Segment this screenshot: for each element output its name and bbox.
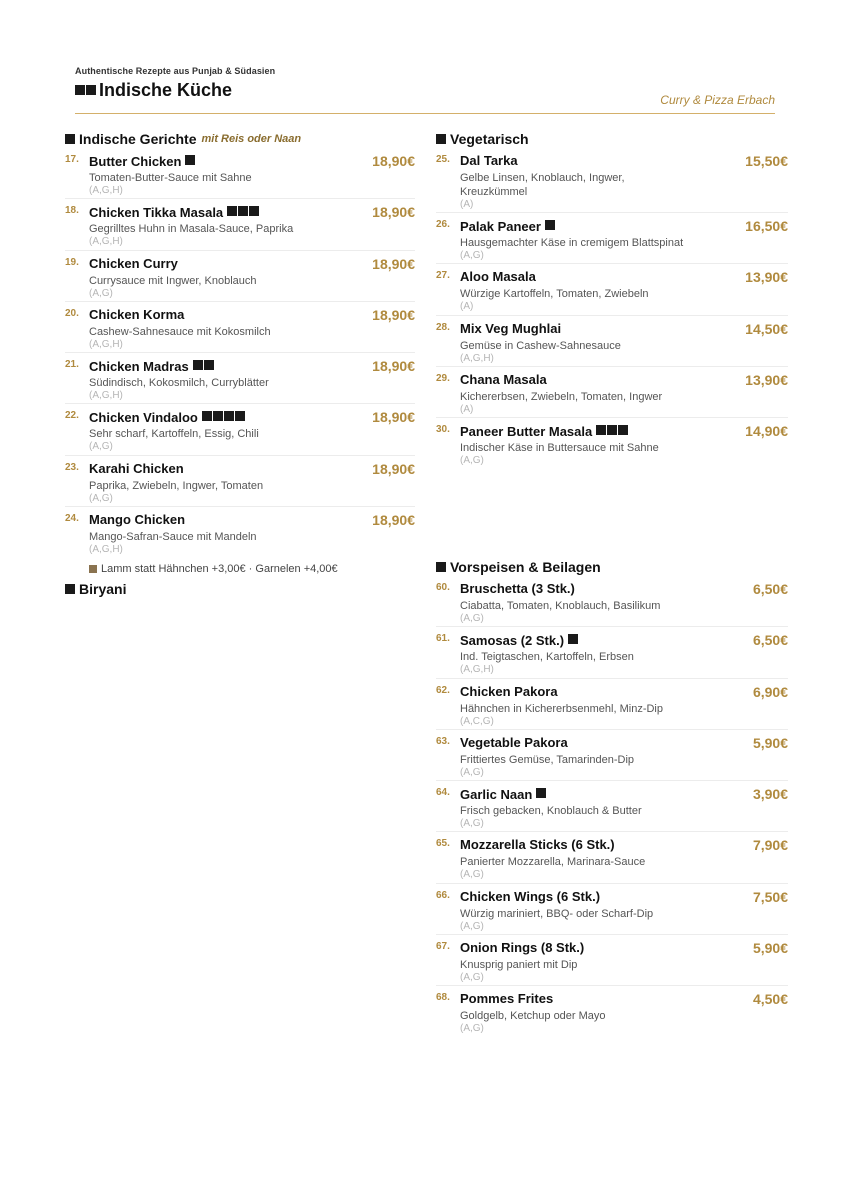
spice-level-icon: [202, 409, 246, 424]
item-allergens: (A,G,H): [460, 352, 494, 364]
item-list-indische: [65, 148, 415, 558]
item-name-row: [460, 889, 600, 904]
menu-item: [65, 199, 415, 250]
item-allergens: (A,C,G): [460, 715, 494, 727]
item-name: Mozzarella Sticks (6 Stk.): [460, 837, 615, 853]
item-allergens: (A,G): [460, 613, 484, 624]
item-name-row: [89, 461, 184, 476]
item-description: Würzige Kartoffeln, Tomaten, Zwiebeln: [460, 288, 649, 301]
menu-item: [436, 730, 788, 781]
item-description: Indischer Käse in Buttersauce mit Sahne: [460, 442, 659, 455]
item-name-row: [460, 632, 579, 648]
item-name: Mango Chicken: [89, 512, 186, 528]
item-name: Palak Paneer: [460, 219, 541, 234]
item-price: 13,90€: [745, 269, 788, 286]
menu-item: [65, 148, 415, 199]
section-heading-vorspeisen: [436, 558, 601, 576]
item-description: Panierter Mozzarella, Marinara-Sauce: [460, 856, 646, 869]
item-name-row: [460, 269, 536, 284]
item-name-row: [460, 423, 629, 439]
item-description: Gelbe Linsen, Knoblauch, Ingwer, Kreuzkümmel: [460, 172, 625, 198]
item-name: Mix Veg Mughlai: [460, 320, 562, 336]
item-description: Mango-Safran-Sauce mit Mandeln: [89, 531, 257, 544]
item-price: 16,50€: [745, 218, 788, 234]
item-number: 26.: [436, 219, 450, 230]
section-heading-biryani: [65, 580, 415, 598]
item-allergens: (A,G): [89, 287, 113, 299]
item-name: Vegetable Pakora: [460, 734, 568, 750]
section-title: Biryani: [79, 581, 127, 598]
item-name: Chicken Tikka Masala: [89, 205, 224, 221]
menu-item: [65, 251, 415, 302]
square-icon: [65, 584, 75, 594]
item-description: Kichererbsen, Zwiebeln, Tomaten, Ingwer: [460, 390, 663, 403]
addon-note: [89, 562, 415, 576]
menu-item: [436, 148, 788, 213]
item-allergens: (A,G,H): [89, 338, 123, 350]
section-title: Vegetarisch: [450, 131, 529, 147]
item-allergens: (A,G): [460, 920, 484, 932]
item-description: Gemüse in Cashew-Sahnesauce: [460, 339, 621, 352]
menu-item: [436, 367, 788, 418]
item-name: Chicken Wings (6 Stk.): [460, 888, 601, 904]
item-name-row: [89, 307, 184, 322]
item-name-row: [460, 153, 518, 168]
item-allergens: (A,G): [89, 492, 113, 504]
item-name-row: [460, 581, 575, 596]
item-price: 18,90€: [372, 358, 415, 375]
restaurant-brand: Curry & Pizza Erbach: [660, 93, 775, 107]
item-price: 14,90€: [745, 423, 788, 440]
item-list-vegetarisch: [436, 148, 788, 469]
spice-level-icon: [536, 786, 547, 801]
item-number: 30.: [436, 424, 450, 436]
item-name: Paneer Butter Masala: [460, 424, 593, 440]
section-title: Indische Gerichte: [79, 131, 197, 147]
item-name: Dal Tarka: [460, 153, 518, 168]
item-allergens: (A): [460, 403, 474, 415]
item-number: 66.: [436, 889, 450, 901]
item-name: Chicken Curry: [89, 255, 178, 271]
square-icon: [436, 562, 446, 572]
item-price: 18,90€: [372, 460, 415, 477]
menu-item: [65, 507, 415, 558]
item-allergens: (A,G): [460, 455, 484, 467]
item-name: Chana Masala: [460, 371, 547, 387]
menu-item: [436, 264, 788, 315]
menu-item: [65, 353, 415, 404]
spice-level-icon: [193, 358, 215, 373]
item-price: 5,90€: [752, 734, 788, 751]
item-description: Sehr scharf, Kartoffeln, Essig, Chili: [89, 428, 259, 441]
item-name-row: [460, 218, 556, 234]
item-number: 65.: [436, 838, 450, 850]
item-name: Chicken Vindaloo: [89, 410, 198, 426]
item-allergens: (A,G): [460, 869, 484, 881]
menu-item: [436, 884, 788, 935]
item-name-row: [460, 837, 615, 852]
item-name-row: [460, 940, 584, 955]
section-heading-indische: [65, 130, 415, 148]
item-price: 6,50€: [752, 581, 788, 597]
menu-item: [436, 213, 788, 264]
item-price: 18,90€: [372, 255, 415, 272]
item-description: Würzig mariniert, BBQ- oder Scharf-Dip: [460, 907, 654, 920]
item-allergens: (A): [460, 301, 474, 313]
menu-item: [436, 627, 788, 678]
item-number: 63.: [436, 735, 450, 747]
square-icon: [436, 134, 446, 144]
item-price: 5,90€: [752, 940, 788, 957]
item-name-row: [89, 153, 196, 169]
item-allergens: (A,G): [89, 441, 113, 453]
item-name-row: [460, 786, 547, 802]
item-number: 29.: [436, 372, 450, 384]
item-allergens: (A,G,H): [89, 185, 123, 196]
menu-item: [436, 316, 788, 367]
item-description: Frisch gebacken, Knoblauch & Butter: [460, 805, 642, 818]
menu-header: [75, 66, 775, 114]
item-description: Knusprig paniert mit Dip: [460, 959, 578, 972]
item-price: 6,90€: [752, 683, 788, 700]
spice-level-icon: [568, 632, 579, 647]
item-allergens: (A,G): [460, 766, 484, 778]
menu-item: [436, 832, 788, 883]
menu-item: [436, 781, 788, 832]
item-number: 62.: [436, 684, 450, 696]
item-description: Ind. Teigtaschen, Kartoffeln, Erbsen: [460, 651, 634, 664]
item-price: 7,90€: [752, 837, 788, 854]
item-number: 21.: [65, 359, 79, 371]
item-allergens: (A): [460, 199, 474, 210]
item-number: 19.: [65, 256, 79, 268]
spice-level-icon: [227, 204, 260, 219]
item-number: 24.: [65, 513, 79, 525]
item-name: Onion Rings (8 Stk.): [460, 940, 585, 956]
item-allergens: (A,G,H): [89, 236, 123, 248]
square-icon: [65, 134, 75, 144]
item-number: 25.: [436, 154, 450, 165]
spice-level-icon: [545, 218, 556, 233]
item-number: 64.: [436, 787, 450, 799]
left-column: [65, 130, 415, 598]
item-price: 18,90€: [372, 306, 415, 323]
item-description: Currysauce mit Ingwer, Knoblauch: [89, 274, 257, 287]
section-heading-vegetarisch: [436, 130, 788, 148]
menu-title-text: Indische Küche: [99, 80, 233, 100]
item-allergens: (A,G): [460, 250, 484, 261]
item-name: Butter Chicken: [89, 154, 182, 169]
menu-item: [65, 302, 415, 353]
item-name: Samosas (2 Stk.): [460, 633, 565, 649]
item-allergens: (A,G): [460, 818, 484, 830]
item-name-row: [460, 684, 558, 699]
item-description: Gegrilltes Huhn in Masala-Sauce, Paprika: [89, 223, 294, 236]
item-number: 60.: [436, 582, 450, 593]
item-number: 23.: [65, 461, 79, 473]
item-name-row: [89, 512, 185, 527]
menu-item: [436, 679, 788, 730]
menu-item: [436, 418, 788, 469]
item-name-row: [460, 735, 568, 750]
item-number: 27.: [436, 270, 450, 282]
item-name: Garlic Naan: [460, 787, 533, 803]
item-name: Karahi Chicken: [89, 460, 184, 476]
section-title: Vorspeisen & Beilagen: [450, 559, 601, 575]
item-price: 13,90€: [745, 371, 788, 388]
menu-item: [436, 986, 788, 1037]
item-name: Chicken Madras: [89, 359, 189, 375]
item-list-vorspeisen: [436, 576, 788, 1038]
spice-level-icon: [596, 423, 629, 438]
item-price: 6,50€: [752, 632, 788, 649]
item-name: Pommes Frites: [460, 991, 554, 1007]
item-name: Chicken Korma: [89, 306, 185, 322]
item-name: Bruschetta (3 Stk.): [460, 581, 575, 596]
item-name-row: [89, 256, 178, 271]
item-price: 18,90€: [372, 512, 415, 529]
item-description: Paprika, Zwiebeln, Ingwer, Tomaten: [89, 479, 264, 492]
menu-item: [436, 935, 788, 986]
item-number: 67.: [436, 941, 450, 953]
item-description: Cashew-Sahnesauce mit Kokosmilch: [89, 325, 271, 338]
item-description: Südindisch, Kokosmilch, Curryblätter: [89, 377, 269, 390]
item-price: 4,50€: [752, 991, 788, 1008]
item-name-row: [89, 204, 260, 220]
item-allergens: (A,G): [460, 1023, 484, 1035]
item-number: 20.: [65, 307, 79, 319]
item-price: 14,50€: [745, 320, 788, 337]
item-name: Chicken Pakora: [460, 683, 558, 699]
item-price: 7,50€: [752, 888, 788, 905]
section-note: mit Reis oder Naan: [201, 133, 302, 145]
item-number: 28.: [436, 321, 450, 333]
addon-text: Lamm statt Hähnchen +3,00€ · Garnelen +4,00€: [101, 563, 338, 576]
item-allergens: (A,G,H): [89, 544, 123, 556]
item-allergens: (A,G,H): [460, 664, 494, 676]
item-name-row: [460, 991, 553, 1006]
menu-item: [65, 456, 415, 507]
item-name-row: [89, 358, 215, 374]
item-price: 3,90€: [752, 786, 788, 803]
item-number: 61.: [436, 633, 450, 645]
menu-subtitle: Authentische Rezepte aus Punjab & Südasien: [75, 66, 276, 76]
title-square-icons: [75, 79, 97, 100]
item-description: Tomaten-Butter-Sauce mit Sahne: [89, 172, 252, 184]
menu-item: [65, 404, 415, 455]
item-name: Aloo Masala: [460, 269, 536, 285]
item-number: 68.: [436, 992, 450, 1004]
item-price: 15,50€: [745, 153, 788, 169]
item-description: Hausgemachter Käse in cremigem Blattspinat: [460, 237, 684, 249]
item-name-row: [460, 372, 547, 387]
item-description: Goldgelb, Ketchup oder Mayo: [460, 1010, 606, 1023]
item-description: Ciabatta, Tomaten, Knoblauch, Basilikum: [460, 600, 661, 612]
item-price: 18,90€: [372, 409, 415, 426]
item-name-row: [460, 321, 561, 336]
item-number: 22.: [65, 410, 79, 422]
item-description: Hähnchen in Kichererbsenmehl, Minz-Dip: [460, 702, 663, 715]
item-price: 18,90€: [372, 204, 415, 221]
item-name-row: [89, 409, 246, 425]
item-allergens: (A,G,H): [89, 390, 123, 402]
menu-item: [436, 576, 788, 627]
item-description: Frittiertes Gemüse, Tamarinden-Dip: [460, 753, 635, 766]
item-price: 18,90€: [372, 153, 415, 169]
item-number: 17.: [65, 154, 79, 165]
item-allergens: (A,G): [460, 972, 484, 984]
right-column: [436, 130, 788, 1035]
spice-level-icon: [185, 153, 196, 168]
item-number: 18.: [65, 205, 79, 217]
addon-square-icon: [89, 565, 97, 573]
